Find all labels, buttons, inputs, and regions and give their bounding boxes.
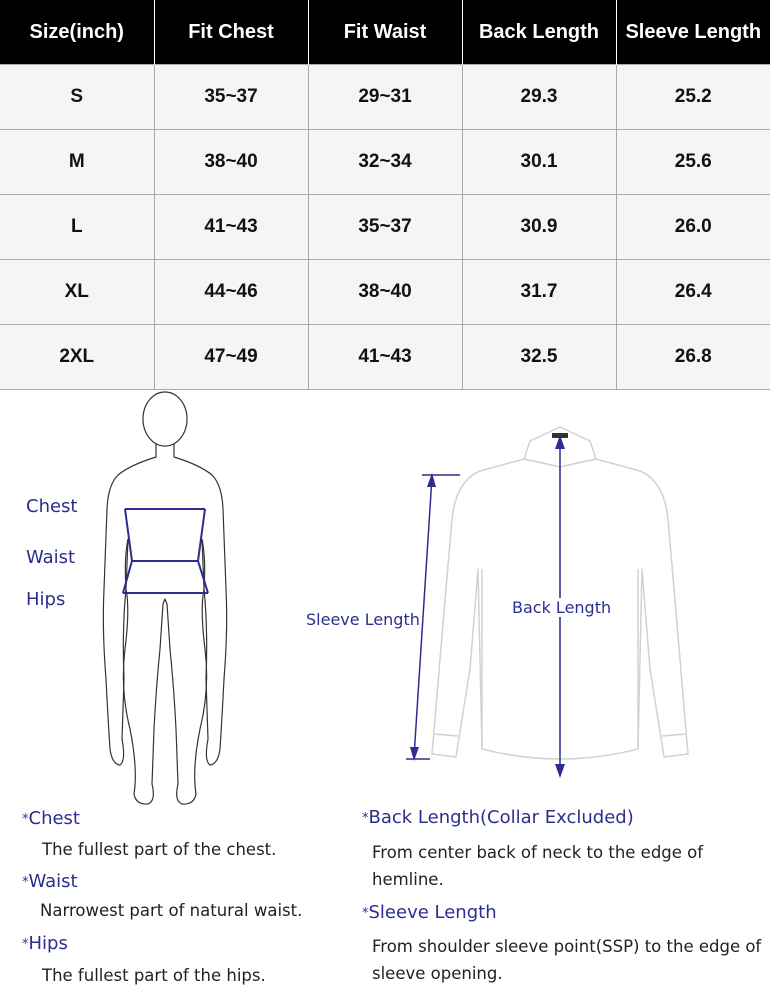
note-chest-text: The fullest part of the chest.: [42, 840, 277, 859]
cell-fit-chest: 41~43: [154, 195, 308, 260]
cell-fit-chest: 47~49: [154, 325, 308, 390]
note-waist-title: *Waist: [22, 871, 78, 892]
chest-label: Chest: [26, 496, 78, 517]
sleeve-length-label: Sleeve Length: [306, 610, 420, 629]
cell-size: S: [0, 65, 154, 130]
cell-size: 2XL: [0, 325, 154, 390]
header-back-length: Back Length: [462, 0, 616, 65]
cell-size: XL: [0, 260, 154, 325]
cell-size: L: [0, 195, 154, 260]
note-back-length-text: From center back of neck to the edge of hemline.: [372, 843, 704, 889]
table-row: [0, 325, 770, 390]
note-chest-title: *Chest: [22, 808, 80, 829]
table-row: [0, 130, 770, 195]
cell-back-length: 29.3: [462, 65, 616, 130]
measurement-diagram: [0, 389, 770, 809]
cell-back-length: 30.1: [462, 130, 616, 195]
cell-sleeve-length: 26.4: [616, 260, 770, 325]
note-hips-text: The fullest part of the hips.: [42, 966, 266, 985]
cell-fit-chest: 44~46: [154, 260, 308, 325]
cell-back-length: 32.5: [462, 325, 616, 390]
cell-sleeve-length: 25.2: [616, 65, 770, 130]
cell-sleeve-length: 25.6: [616, 130, 770, 195]
cell-fit-chest: 35~37: [154, 65, 308, 130]
note-waist-text: Narrowest part of natural waist.: [40, 901, 303, 920]
cell-fit-waist: 38~40: [308, 260, 462, 325]
hips-label: Hips: [26, 589, 66, 610]
header-fit-waist: Fit Waist: [308, 0, 462, 65]
note-back-length-title: *Back Length(Collar Excluded): [362, 807, 634, 828]
header-size: Size(inch): [0, 0, 154, 65]
size-chart-table: [0, 0, 770, 390]
cell-sleeve-length: 26.8: [616, 325, 770, 390]
note-sleeve-length-text: From shoulder sleeve point(SSP) to the edge of sleeve opening.: [372, 937, 762, 983]
table-row: [0, 195, 770, 260]
cell-fit-chest: 38~40: [154, 130, 308, 195]
header-sleeve-length: Sleeve Length: [616, 0, 770, 65]
measure-bands-icon: [110, 499, 220, 599]
cell-back-length: 30.9: [462, 195, 616, 260]
table-row: [0, 65, 770, 130]
cell-fit-waist: 35~37: [308, 195, 462, 260]
cell-back-length: 31.7: [462, 260, 616, 325]
table-header-row: [0, 0, 770, 65]
back-length-label: Back Length: [512, 598, 612, 617]
cell-sleeve-length: 26.0: [616, 195, 770, 260]
body-silhouette-icon: [90, 389, 250, 809]
cell-fit-waist: 32~34: [308, 130, 462, 195]
cell-size: M: [0, 130, 154, 195]
table-row: [0, 260, 770, 325]
cell-fit-waist: 29~31: [308, 65, 462, 130]
cell-fit-waist: 41~43: [308, 325, 462, 390]
header-fit-chest: Fit Chest: [154, 0, 308, 65]
waist-label: Waist: [26, 547, 76, 568]
note-sleeve-length-title: *Sleeve Length: [362, 902, 497, 923]
note-hips-title: *Hips: [22, 933, 68, 954]
